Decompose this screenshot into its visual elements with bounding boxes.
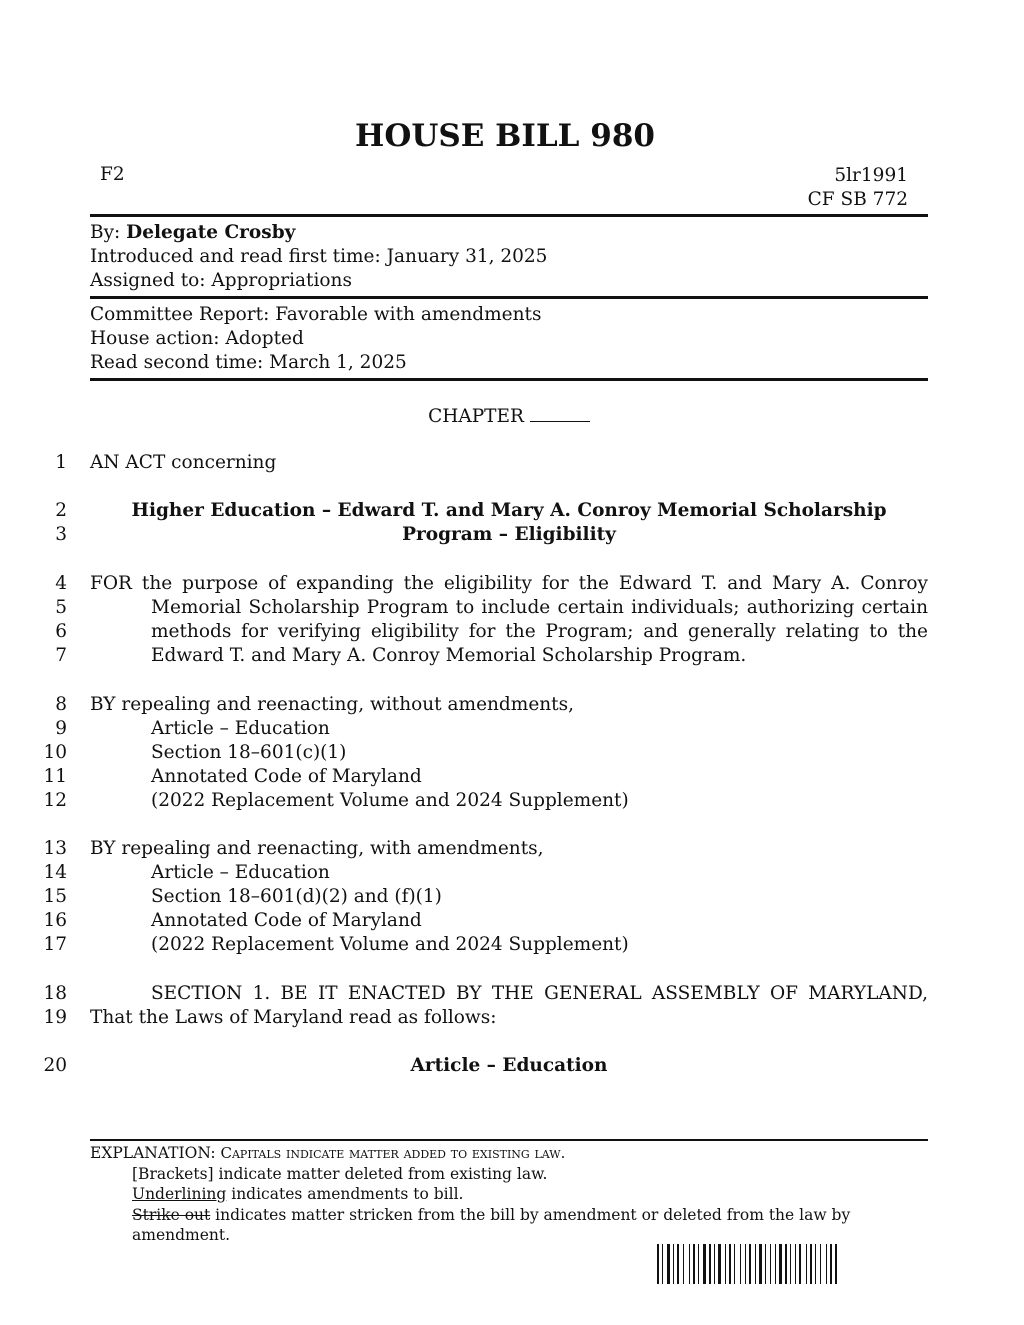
chapter-line: [0, 404, 1018, 427]
line-number: 8: [55, 694, 67, 715]
divider: [90, 378, 928, 381]
committee-block: [90, 303, 541, 375]
line-text: BY repealing and reenacting, without amendments,: [90, 694, 574, 715]
underline-word: Underlining: [132, 1185, 227, 1203]
line-number: 20: [43, 1055, 67, 1076]
line-text: Section 18–601(d)(2) and (f)(1): [151, 886, 442, 907]
line-number: 17: [43, 934, 67, 955]
purpose-text: FOR the purpose of expanding the eligibility for the Edward T. and Mary A. Conroy: [90, 573, 928, 594]
bill-number: 5lr1991: [834, 165, 908, 186]
line-number: 7: [55, 645, 67, 666]
line-number: 5: [55, 597, 67, 618]
divider: [90, 214, 928, 217]
line-number: 1: [55, 452, 67, 473]
line-number: 3: [55, 524, 67, 545]
line-text: Article – Education: [151, 862, 330, 883]
by-label: By:: [90, 222, 121, 243]
line-text: AN ACT concerning: [90, 452, 277, 473]
line-number: 11: [43, 766, 67, 787]
line-number: 14: [43, 862, 67, 883]
line-number: 4: [55, 573, 67, 594]
line-number: 18: [43, 983, 67, 1004]
line-number: 2: [55, 500, 67, 521]
line-text: BY repealing and reenacting, with amendments,: [90, 838, 544, 859]
line-number: 9: [55, 718, 67, 739]
bill-heading: Program – Eligibility: [402, 524, 616, 545]
strike-word: Strike out: [132, 1206, 211, 1224]
purpose-text: Memorial Scholarship Program to include certain individuals; authorizing certain: [151, 597, 928, 618]
enacting-clause: SECTION 1. BE IT ENACTED BY THE GENERAL ASSEMBLY OF MARYLAND,: [151, 983, 928, 1004]
bill-identifiers: [808, 164, 908, 212]
bill-title: HOUSE BILL 980: [355, 118, 655, 154]
chapter-blank: [530, 404, 590, 422]
brackets-word: [Brackets]: [132, 1165, 214, 1183]
line-text: That the Laws of Maryland read as follows:: [90, 1007, 497, 1028]
explanation-line: [90, 1144, 565, 1162]
explanation-strikeout-cont: amendment.: [132, 1226, 231, 1244]
explanation-capitals: Capitals indicate matter added to existing law.: [220, 1144, 566, 1162]
line-number: 10: [43, 742, 67, 763]
assigned-line: Assigned to: Appropriations: [90, 270, 352, 291]
divider: [90, 296, 928, 299]
underline-text: indicates amendments to bill.: [226, 1185, 464, 1203]
explanation-brackets: [132, 1165, 547, 1183]
explanation-strikeout: [132, 1206, 850, 1224]
sponsor-line: [90, 221, 547, 245]
line-text: Annotated Code of Maryland: [151, 766, 422, 787]
subject-code: F2: [100, 164, 125, 185]
sponsor-block: [90, 221, 547, 293]
explanation-label: EXPLANATION:: [90, 1144, 216, 1162]
cross-file: CF SB 772: [807, 189, 908, 210]
line-text: (2022 Replacement Volume and 2024 Supplement): [151, 934, 629, 955]
footer-divider: [90, 1139, 928, 1141]
second-reading: Read second time: March 1, 2025: [90, 352, 407, 373]
line-text: Article – Education: [151, 718, 330, 739]
house-action: House action: Adopted: [90, 328, 304, 349]
sponsor-name: Delegate Crosby: [126, 222, 296, 243]
line-number: 12: [43, 790, 67, 811]
purpose-text: methods for verifying eligibility for the Program; and generally relating to the: [151, 621, 928, 642]
committee-report: Committee Report: Favorable with amendments: [90, 304, 542, 325]
bill-heading: Higher Education – Edward T. and Mary A. Conroy Memorial Scholarship: [131, 500, 887, 521]
brackets-text: indicate matter deleted from existing law.: [213, 1165, 548, 1183]
line-number: 19: [43, 1007, 67, 1028]
line-number: 15: [43, 886, 67, 907]
article-heading: Article – Education: [410, 1055, 608, 1076]
line-text: Annotated Code of Maryland: [151, 910, 422, 931]
line-text: Section 18–601(c)(1): [151, 742, 347, 763]
line-text: (2022 Replacement Volume and 2024 Supplement): [151, 790, 629, 811]
purpose-text: Edward T. and Mary A. Conroy Memorial Scholarship Program.: [151, 645, 747, 666]
line-number: 16: [43, 910, 67, 931]
chapter-label: CHAPTER: [428, 406, 524, 427]
line-number: 6: [55, 621, 67, 642]
explanation-underlining: [132, 1185, 463, 1203]
line-number: 13: [43, 838, 67, 859]
barcode-icon: [657, 1244, 904, 1284]
strike-text: indicates matter stricken from the bill by amendment or deleted from the law by: [210, 1206, 851, 1224]
introduced-line: Introduced and read first time: January 31, 2025: [90, 246, 548, 267]
